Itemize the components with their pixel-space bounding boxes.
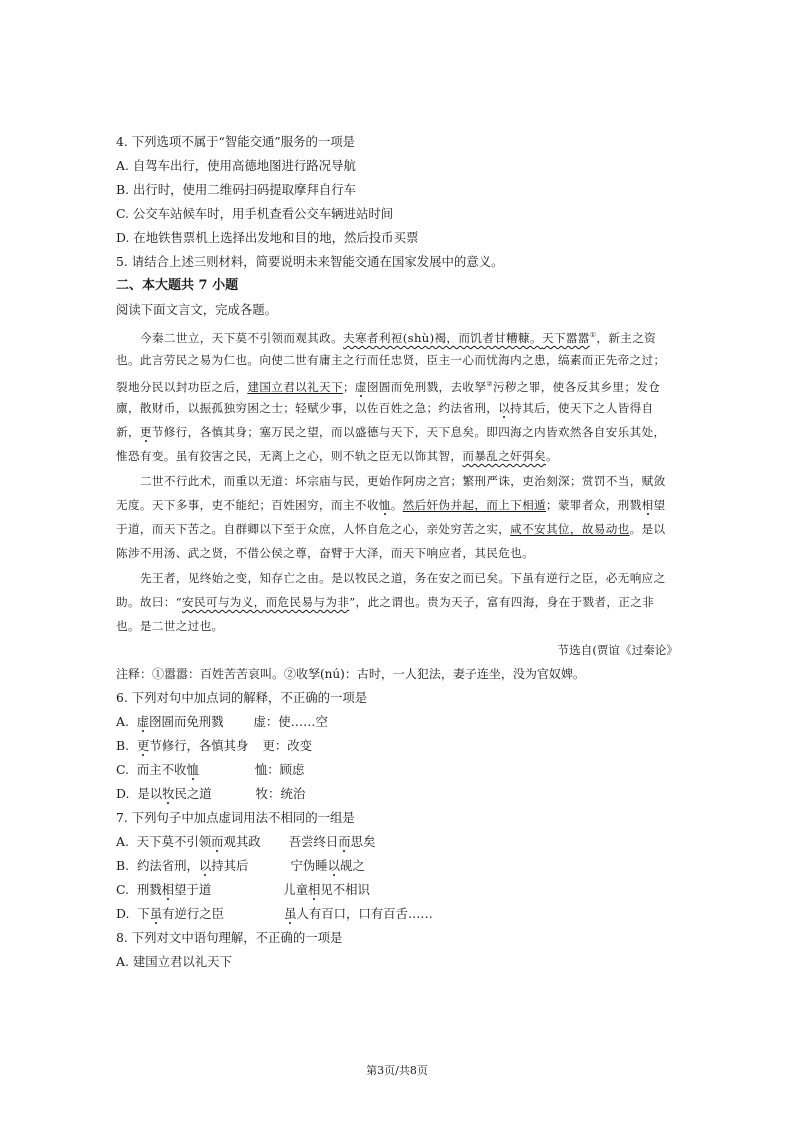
underlined-sentence: 咸不安其位，故易动也 bbox=[510, 522, 630, 536]
passage-p2-line2: 无度。天下多事，吏不能纪；百姓困穷，而主不收恤。然后奸伪并起，而上下相遁；蒙罪者众，刑戮相望 bbox=[116, 498, 666, 512]
q8-stem: 8. 下列对文中语句理解，不正确的一项是 bbox=[116, 930, 343, 945]
dotted-word: 更 bbox=[136, 738, 150, 753]
q5-stem: 5. 请结合上述三则材料，简要说明未来智能交通在国家发展中的意义。 bbox=[116, 254, 504, 269]
passage-p3-line1: 先王者，见终始之变，知存亡之由。是以牧民之道，务在安之而已矣。下虽有逆行之臣，必无响应之 bbox=[140, 571, 666, 585]
passage-p1-line2: 也。此言劳民之易为仁也。向使二世有庸主之行而任忠贤，臣主一心而忧海内之患，缟素而正先帝之过； bbox=[116, 353, 666, 367]
q6-option-b: B. 更节修行，各慎其身 更：改变 bbox=[116, 738, 313, 753]
q6-stem: 6. 下列对句中加点词的解释，不正确的一项是 bbox=[116, 690, 368, 705]
footnotes: 注释：①嚣嚣：百姓苦苦哀叫。②收孥(nú)：古时，一人犯法，妻子连坐，没为官奴婢。 bbox=[116, 667, 585, 681]
dotted-word: 相 bbox=[641, 498, 654, 512]
dotted-word: 而 bbox=[211, 834, 224, 849]
passage-p2-line3: 于道，而天下苦之。自群卿以下至于众庶，人怀自危之心，亲处穷苦之实，咸不安其位，故易动也。是以 bbox=[116, 522, 666, 536]
dotted-word: 虚 bbox=[136, 714, 150, 729]
q4-option-d: D. 在地铁售票机上选择出发地和目的地，然后投币买票 bbox=[116, 230, 419, 245]
dotted-word: 以 bbox=[327, 858, 341, 873]
q7-option-d: D. 下虽有逆行之臣 虽人有百口，口有百舌…… bbox=[116, 906, 433, 921]
dotted-word: 恤 bbox=[186, 762, 199, 777]
passage-p2-line1: 二世不行此术，而重以无道：坏宗庙与民，更始作阿房之宫；繁刑严诛，吏治刻深；赏罚不当，赋敛 bbox=[140, 474, 666, 488]
section-intro: 阅读下面文言文，完成各题。 bbox=[116, 302, 278, 317]
dotted-word: 相 bbox=[308, 882, 321, 897]
section-title: 二、本大题共 7 小题 bbox=[116, 278, 239, 293]
q6-option-c: C. 而主不收恤 恤：顾虑 bbox=[116, 762, 305, 777]
q6-option-a: A. 虚囹圄而免刑戮 虚：使……空 bbox=[116, 714, 328, 729]
passage-p1-line5: 新，更节修行，各慎其身；塞万民之望，而以盛德与天下，天下息矣。即四海之内皆欢然各自安乐其处， bbox=[116, 425, 666, 439]
dotted-word: 虽 bbox=[284, 906, 297, 921]
q7-option-c: C. 刑戮相望于道 儿童相见不相识 bbox=[116, 882, 370, 897]
dotted-word: 更 bbox=[139, 425, 152, 439]
q4-option-b: B. 出行时，使用二维码扫码提取摩拜自行车 bbox=[116, 182, 357, 197]
underlined-sentence: 天下嚣嚣 bbox=[541, 330, 590, 345]
dotted-word: 相 bbox=[161, 882, 175, 897]
q7-option-a: A. 天下莫不引领而观其政 吾尝终日而思矣 bbox=[116, 834, 376, 849]
q4-option-c: C. 公交车站候车时，用手机查看公交车辆进站时间 bbox=[116, 206, 394, 221]
q6-option-d: D. 是以牧民之道 牧：统治 bbox=[116, 786, 306, 801]
passage-p1-line4: 廪，散财币，以振孤独穷困之士；轻赋少事，以佐百姓之急；约法省刑，以持其后，使天下之人皆得自 bbox=[116, 401, 654, 415]
dotted-word: 以 bbox=[498, 401, 511, 415]
q7-stem: 7. 下列句子中加点虚词用法不相同的一组是 bbox=[116, 810, 355, 825]
underlined-sentence: 夫寒者利裋(shù)褐，而饥者甘糟糠。 bbox=[343, 330, 542, 345]
underlined-sentence: 安民可与为义，而危民易与为非 bbox=[182, 595, 350, 609]
q7-option-b: B. 约法省刑，以持其后 宁伪睡以觇之 bbox=[116, 858, 365, 873]
underlined-sentence: 而暴乱之奸弭矣 bbox=[462, 449, 546, 463]
dotted-word: 牧 bbox=[162, 786, 175, 801]
q4-stem: 4. 下列选项不属于“智能交通”服务的一项是 bbox=[116, 134, 356, 149]
dotted-word: 恤 bbox=[378, 498, 391, 512]
passage-p1-line6: 惟恐有变。虽有狡害之民，无离上之心，则不轨之臣无以饰其智，而暴乱之奸弭矣。 bbox=[116, 449, 558, 463]
q8-option-a: A. 建国立君以礼天下 bbox=[116, 954, 232, 969]
dotted-word: 以 bbox=[198, 858, 212, 873]
dotted-word: 虽 bbox=[149, 906, 163, 921]
footnote-marker: ② bbox=[486, 380, 493, 388]
passage-p1-line3: 裂地分民以封功臣之后，建国立君以礼天下；虚囹圄而免刑戮，去收孥②污秽之罪，使各反其乡里；发仓 bbox=[116, 379, 661, 394]
passage-p2-line4: 陈涉不用汤、武之贤，不借公侯之尊，奋臂于大泽，而天下响应者，其民危也。 bbox=[116, 546, 535, 560]
underlined-sentence: 然后奸伪并起，而上下相遁 bbox=[402, 498, 546, 512]
passage-p3-line2: 助。故曰：“安民可与为义，而危民易与为非”，此之谓也。贵为天子，富有四海，身在于戮者，正之非 bbox=[116, 595, 655, 609]
dotted-word: 而 bbox=[338, 834, 351, 849]
page-number: 第3页/共8页 bbox=[366, 1064, 428, 1077]
underlined-sentence: 建国立君以礼天下 bbox=[247, 379, 343, 394]
footnote-marker: ① bbox=[589, 331, 597, 339]
dotted-word: 虚 bbox=[354, 379, 367, 394]
passage-p1-line1: 今秦二世立，天下莫不引领而观其政。夫寒者利裋(shù)褐，而饥者甘糟糠。天下嚣嚣①，新主之资 bbox=[140, 330, 657, 345]
passage-source: 节选自(贾谊《过秦论》 bbox=[557, 643, 678, 657]
passage-p3-line3: 也。是二世之过也。 bbox=[116, 619, 224, 633]
q4-option-a: A. 自驾车出行，使用高德地图进行路况导航 bbox=[116, 158, 356, 173]
